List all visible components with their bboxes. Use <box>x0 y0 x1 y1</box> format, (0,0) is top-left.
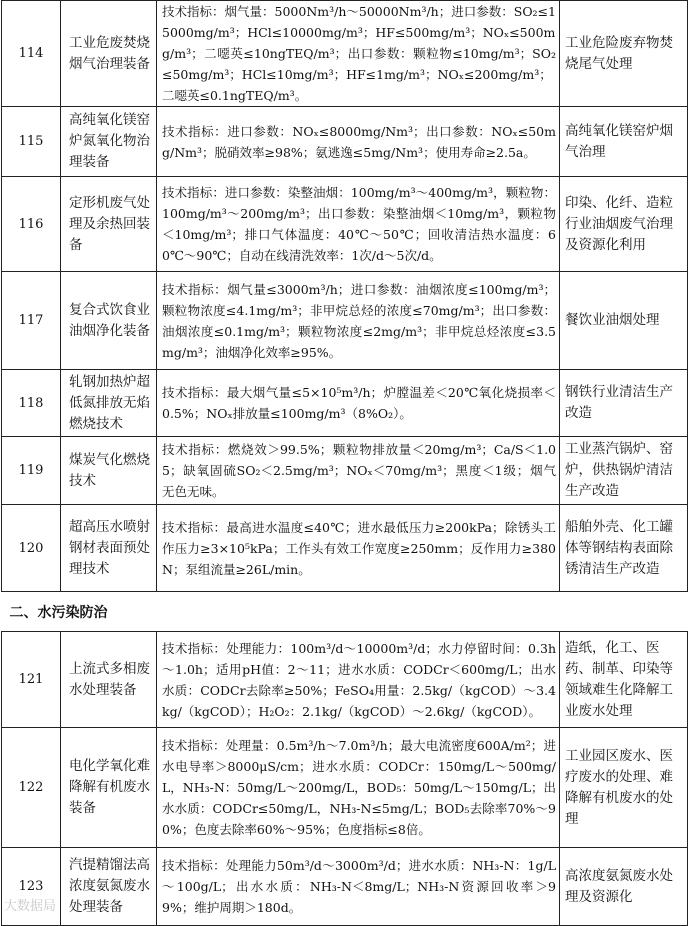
equipment-name: 定形机废气处理及余热回装备 <box>61 177 157 272</box>
application-field: 餐饮业油烟处理 <box>560 272 688 370</box>
row-number: 122 <box>2 728 61 848</box>
table-row <box>2 272 688 370</box>
technical-specs: 技术指标：烟气量≤3000m³/h；进口参数：油烟浓度≤100mg/m³；颗粒物浓度≤4.1mg/m³；非甲烷总烃的浓度≤70mg/m³；出口参数：油烟浓度≤0.1mg/m³；颗粒物浓度≤2mg/m³；非甲烷总烃浓度≤3.5mg/m³；油烟净化效率≥95%。 <box>157 272 560 370</box>
equipment-name: 工业危废焚烧烟气治理装备 <box>61 1 157 107</box>
row-number: 116 <box>2 177 61 272</box>
equipment-name: 煤炭气化燃烧技术 <box>61 437 157 505</box>
table-row <box>2 505 688 592</box>
row-number: 117 <box>2 272 61 370</box>
technical-specs: 技术指标：烟气量：5000Nm³/h～50000Nm³/h；进口参数：SO₂≤15000mg/m³；HCl≤10000mg/m³；HF≤500mg/m³；NOₓ≤500mg/m³；二噁英≤10ngTEQ/m³；出口参数：颗粒物≤10mg/m³；SO₂≤50mg/m³；HCl≤10mg/m³；HF≤1mg/m³；NOₓ≤200mg/m³；二噁英≤0.1ngTEQ/m³。 <box>157 1 560 107</box>
technical-specs: 技术指标：处理能力：100m³/d～10000m³/d；水力停留时间：0.3h～1.0h；适用pH值：2～11；进水水质：CODCr＜600mg/L；出水水质：CODCr去除率≥50%；FeSO₄用量：2.5kg/（kgCOD）～3.4kg/（kgCOD）；H₂O₂：2.1kg/（kgCOD）～2.6kg/（kgCOD）。 <box>157 632 560 728</box>
equipment-name: 汽提精馏法高浓度氨氮废水处理装备 <box>61 848 157 926</box>
table-row <box>2 632 688 728</box>
table-row <box>2 1 688 107</box>
technical-specs: 技术指标：进口参数：NOₓ≤8000mg/Nm³；出口参数：NOₓ≤50mg/Nm³；脱硝效率≥98%；氨逃逸≤5mg/Nm³；使用寿命≥2.5a。 <box>157 107 560 177</box>
technical-specs: 技术指标：最大烟气量≤5×10⁵m³/h；炉膛温差＜20℃氧化烧损率＜0.5%；NOₓ排放量≤100mg/m³（8%O₂）。 <box>157 370 560 437</box>
technical-specs: 技术指标：处理量：0.5m³/h～7.0m³/h；最大电流密度600A/m²；进水电导率＞8000μS/cm；进水水质：CODCr：150mg/L～500mg/L，NH₃-N：50mg/L～200mg/L，BOD₅：50mg/L～150mg/L；出水水质：CODCr≤50mg/L，NH₃-N≤5mg/L；BOD₅去除率70%～90%；色度去除率60%～95%；色度指标≤8倍。 <box>157 728 560 848</box>
row-number: 115 <box>2 107 61 177</box>
application-field: 工业蒸汽锅炉、窑炉，供热锅炉清洁生产改造 <box>560 437 688 505</box>
technical-specs: 技术指标：最高进水温度≤40℃；进水最低压力≥200kPa；除锈头工作压力≥3×10⁵kPa；工作头有效工作宽度≥250mm；反作用力≥380N；泵组流量≥26L/min。 <box>157 505 560 592</box>
application-field: 工业危险废弃物焚烧尾气处理 <box>560 1 688 107</box>
application-field: 工业园区废水、医疗废水的处理、难降解有机废水的处理 <box>560 728 688 848</box>
table-row <box>2 177 688 272</box>
row-number: 114 <box>2 1 61 107</box>
row-number: 123 <box>2 848 61 926</box>
section-title: 二、水污染防治 <box>2 592 688 632</box>
application-field: 船舶外壳、化工罐体等钢结构表面除锈清洁生产改造 <box>560 505 688 592</box>
application-field: 印染、化纤、造粒行业油烟废气治理及资源化利用 <box>560 177 688 272</box>
watermark: 大数据局 <box>4 899 57 914</box>
equipment-name: 上流式多相废水处理装备 <box>61 632 157 728</box>
application-field: 钢铁行业清洁生产改造 <box>560 370 688 437</box>
equipment-name: 轧钢加热炉超低氮排放无焰燃烧技术 <box>61 370 157 437</box>
equipment-name: 高纯氧化镁窑炉氮氧化物治理装备 <box>61 107 157 177</box>
equipment-name: 电化学氧化难降解有机废水装备 <box>61 728 157 848</box>
equipment-name: 超高压水喷射钢材表面预处理技术 <box>61 505 157 592</box>
row-number: 120 <box>2 505 61 592</box>
technical-specs: 技术指标：燃烧效＞99.5%；颗粒物排放量＜20mg/m³；Ca/S＜1.05；缺氧固硫SO₂＜2.5mg/m³；NOₓ＜70mg/m³；黑度＜1级；烟气无色无味。 <box>157 437 560 505</box>
table-row <box>2 848 688 926</box>
row-number: 119 <box>2 437 61 505</box>
application-field: 造纸，化工、医药、制革、印染等领域难生化降解工业废水处理 <box>560 632 688 728</box>
row-number: 118 <box>2 370 61 437</box>
section-row <box>2 592 688 632</box>
technical-specs: 技术指标：进口参数：染整油烟：100mg/m³～400mg/m³，颗粒物：100mg/m³～200mg/m³；出口参数：染整油烟＜10mg/m³，颗粒物＜10mg/m³；排口气体温度：40℃～50℃；回收清洁热水温度：60℃～90℃；自动在线清洗效率：1次/d～5次/d。 <box>157 177 560 272</box>
equipment-name: 复合式饮食业油烟净化装备 <box>61 272 157 370</box>
table-row <box>2 370 688 437</box>
application-field: 高纯氧化镁窑炉烟气治理 <box>560 107 688 177</box>
catalog-table <box>1 0 688 926</box>
row-number: 121 <box>2 632 61 728</box>
table-row <box>2 107 688 177</box>
table-row <box>2 437 688 505</box>
table-row <box>2 728 688 848</box>
technical-specs: 技术指标：处理能力50m³/d～3000m³/d；进水水质：NH₃-N：1g/L～100g/L；出水水质：NH₃-N＜8mg/L；NH₃-N资源回收率＞99%；维护周期＞180d。 <box>157 848 560 926</box>
application-field: 高浓度氨氮废水处理及资源化 <box>560 848 688 926</box>
